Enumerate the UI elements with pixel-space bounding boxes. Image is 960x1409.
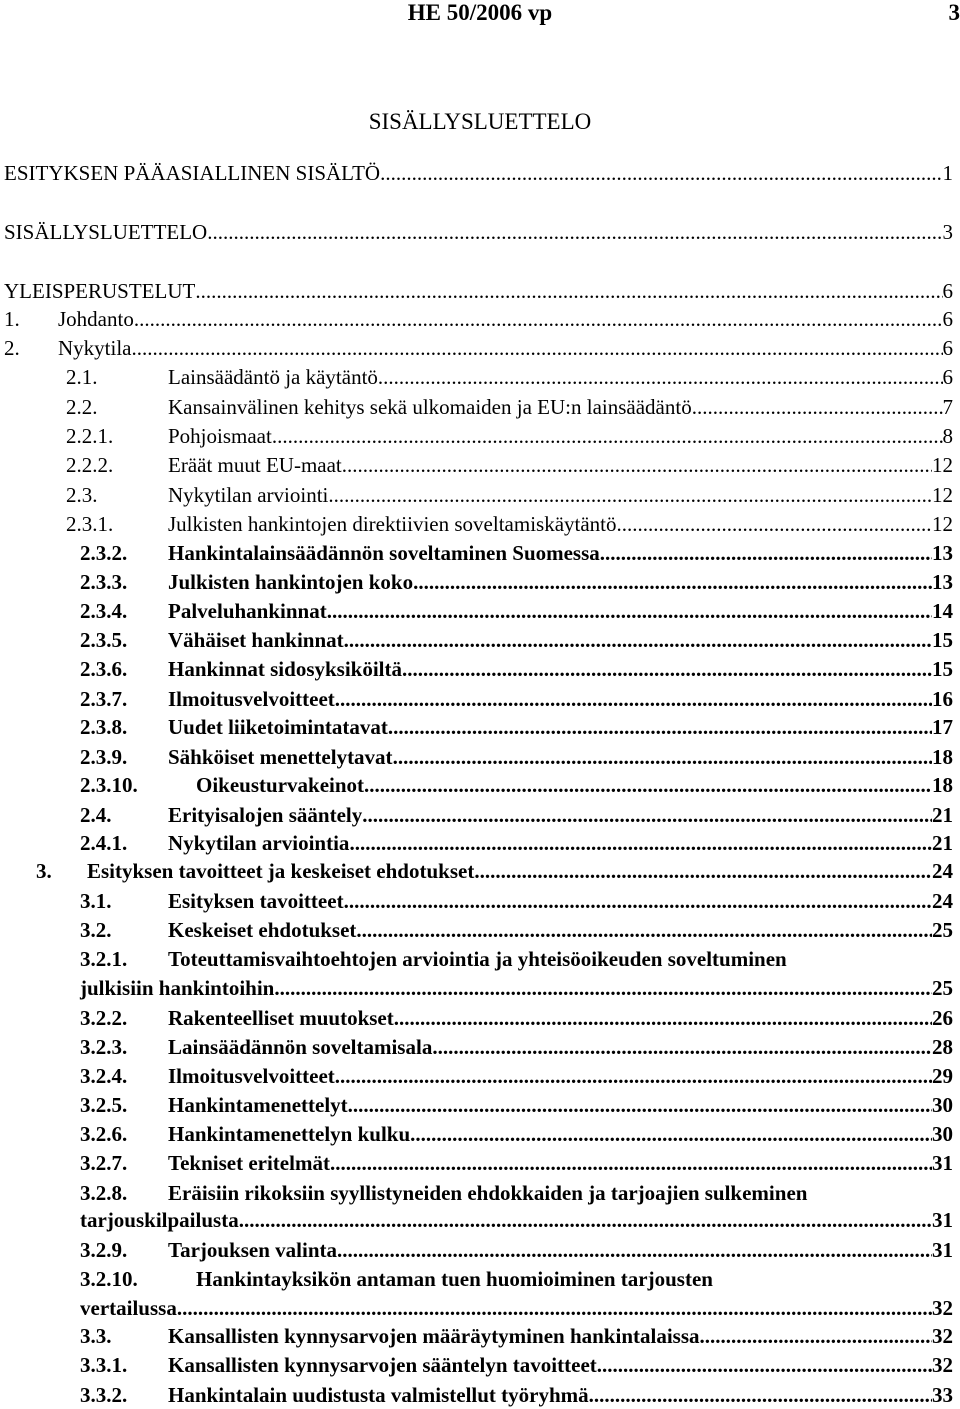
toc-entry-number: 3.2. bbox=[80, 918, 112, 942]
toc-entry-page: 15 bbox=[932, 657, 953, 681]
toc-entry-page: 1 bbox=[942, 161, 953, 185]
toc-entry-label: SISÄLLYSLUETTELO bbox=[4, 220, 208, 244]
dot-leader bbox=[330, 1150, 932, 1176]
toc-entry-page: 14 bbox=[932, 599, 953, 623]
toc-entry bbox=[4, 219, 953, 245]
toc-entry-number: 2.3.6. bbox=[80, 657, 128, 681]
toc-entry-page: 12 bbox=[932, 453, 953, 477]
toc-entry-number: 3.2.10. bbox=[80, 1267, 138, 1291]
toc-entry-label: Ilmoitusvelvoitteet bbox=[168, 1064, 335, 1088]
toc-entry-label: Julkisten hankintojen koko bbox=[168, 570, 414, 594]
dot-leader bbox=[597, 1352, 932, 1378]
toc-entry-number: 3.3.2. bbox=[80, 1383, 128, 1407]
toc-entry-number: 2.3.4. bbox=[80, 599, 128, 623]
dot-leader bbox=[410, 1121, 932, 1147]
toc-entry bbox=[80, 1034, 953, 1060]
toc-entry-number: 3.2.1. bbox=[80, 947, 128, 971]
dot-leader bbox=[474, 858, 932, 884]
toc-entry-number: 2.4. bbox=[80, 803, 112, 827]
toc-entry-page: 30 bbox=[932, 1122, 953, 1146]
toc-entry-number: 3.2.9. bbox=[80, 1238, 128, 1262]
toc-entry-page: 6 bbox=[942, 307, 953, 331]
toc-entry-label: Kansallisten kynnysarvojen sääntelyn tavoitteet bbox=[168, 1353, 597, 1377]
toc-entry bbox=[80, 1063, 953, 1089]
dot-leader bbox=[380, 160, 942, 186]
toc-entry bbox=[80, 627, 953, 653]
toc-entry-label: Hankintalainsäädännön soveltaminen Suomessa bbox=[168, 541, 600, 565]
toc-entry-page: 18 bbox=[932, 773, 953, 797]
toc-entry-label: Eräisiin rikoksiin syyllistyneiden ehdokkaiden ja tarjoajien sulkeminen bbox=[168, 1181, 808, 1205]
toc-entry-continuation bbox=[80, 975, 953, 1001]
toc-entry bbox=[4, 278, 953, 304]
toc-entry-number: 2.2.1. bbox=[66, 424, 114, 448]
dot-leader bbox=[132, 335, 943, 361]
toc-entry-page: 24 bbox=[932, 859, 953, 883]
toc-entry-label: Sähköiset menettelytavat bbox=[168, 745, 393, 769]
dot-leader bbox=[589, 1382, 932, 1408]
toc-entry-label: Lainsäädännön soveltamisala bbox=[168, 1035, 433, 1059]
toc-entry-number: 2.2.2. bbox=[66, 453, 114, 477]
toc-entry-number: 1. bbox=[4, 307, 20, 331]
toc-entry bbox=[66, 394, 953, 420]
toc-entry-label: Pohjoismaat bbox=[168, 424, 272, 448]
toc-entry-number: 3.3.1. bbox=[80, 1353, 128, 1377]
toc-entry-number: 2.3.1. bbox=[66, 512, 114, 536]
dot-leader bbox=[344, 888, 932, 914]
dot-leader bbox=[432, 1034, 932, 1060]
toc-entry-page: 30 bbox=[932, 1093, 953, 1117]
toc-entry-page: 17 bbox=[932, 715, 953, 739]
toc-entry-number: 2.3.5. bbox=[80, 628, 128, 652]
toc-entry-label: Hankinnat sidosyksiköiltä bbox=[168, 657, 403, 681]
dot-leader bbox=[692, 394, 943, 420]
dot-leader bbox=[413, 569, 932, 595]
toc-entry-page: 12 bbox=[932, 512, 953, 536]
toc-entry-label: YLEISPERUSTELUT bbox=[4, 279, 196, 303]
toc-entry bbox=[66, 364, 953, 390]
toc-entry-number: 3.2.4. bbox=[80, 1064, 128, 1088]
toc-entry-label: Hankintalain uudistusta valmistellut työryhmä bbox=[168, 1383, 589, 1407]
toc-entry-label: Erityisalojen sääntely bbox=[168, 803, 363, 827]
toc-entry-number: 3. bbox=[36, 859, 52, 883]
toc-entry-label: Uudet liiketoimintatavat bbox=[168, 715, 388, 739]
toc-entry-label: Toteuttamisvaihtoehtojen arviointia ja yhteisöoikeuden soveltuminen bbox=[168, 947, 787, 971]
toc-entry bbox=[80, 772, 953, 798]
toc-entry-page: 29 bbox=[932, 1064, 953, 1088]
dot-leader bbox=[342, 452, 932, 478]
toc-entry bbox=[80, 744, 953, 770]
dot-leader bbox=[344, 627, 932, 653]
toc-entry-number: 2.2. bbox=[66, 395, 98, 419]
toc-entry-continuation bbox=[80, 1295, 953, 1321]
toc-entry-label: Esityksen tavoitteet bbox=[168, 889, 344, 913]
toc-entry bbox=[80, 1382, 953, 1408]
dot-leader bbox=[335, 686, 932, 712]
toc-entry-page: 26 bbox=[932, 1006, 953, 1030]
toc-entry-label: Rakenteelliset muutokset bbox=[168, 1006, 394, 1030]
toc-entry-number: 2.4.1. bbox=[80, 831, 128, 855]
toc-entry bbox=[66, 423, 953, 449]
dot-leader bbox=[388, 714, 932, 740]
document-title: SISÄLLYSLUETTELO bbox=[368, 109, 592, 134]
toc-entry-page: 7 bbox=[942, 395, 953, 419]
toc-entry-page: 6 bbox=[942, 365, 953, 389]
dot-leader bbox=[600, 540, 932, 566]
dot-leader bbox=[195, 278, 942, 304]
toc-entry-number: 3.2.3. bbox=[80, 1035, 128, 1059]
toc-entry-number: 2.3.3. bbox=[80, 570, 128, 594]
toc-entry-label: Nykytilan arviointia bbox=[168, 831, 350, 855]
toc-entry-page: 3 bbox=[942, 220, 953, 244]
toc-entry bbox=[80, 686, 953, 712]
dot-leader bbox=[239, 1207, 932, 1233]
toc-entry bbox=[80, 569, 953, 595]
toc-entry-number: 2.3.10. bbox=[80, 773, 138, 797]
toc-entry bbox=[66, 452, 953, 478]
toc-entry bbox=[80, 540, 953, 566]
toc-entry-label: Nykytila bbox=[58, 336, 132, 360]
toc-entry-page: 16 bbox=[932, 687, 953, 711]
toc-entry-label: Keskeiset ehdotukset bbox=[168, 918, 357, 942]
toc-entry-page: 18 bbox=[932, 745, 953, 769]
toc-entry-label: Ilmoitusvelvoitteet bbox=[168, 687, 335, 711]
toc-entry-label: Eräät muut EU-maat bbox=[168, 453, 342, 477]
toc-entry-label: Johdanto bbox=[58, 307, 134, 331]
toc-entry-number: 3.2.7. bbox=[80, 1151, 128, 1175]
toc-entry bbox=[80, 1237, 953, 1263]
toc-entry-page: 31 bbox=[932, 1151, 953, 1175]
toc-entry bbox=[80, 802, 953, 828]
toc-entry-number: 2.3.7. bbox=[80, 687, 128, 711]
toc-entry-number: 3.2.6. bbox=[80, 1122, 128, 1146]
toc-entry bbox=[80, 1150, 953, 1176]
toc-entry-number: 2.3.2. bbox=[80, 541, 128, 565]
toc-entry-number: 3.2.5. bbox=[80, 1093, 128, 1117]
toc-entry-page: 31 bbox=[932, 1208, 953, 1232]
toc-entry-label: ESITYKSEN PÄÄASIALLINEN SISÄLTÖ bbox=[4, 161, 381, 185]
toc-entry bbox=[80, 656, 953, 682]
toc-entry-label: Hankintamenettelyn kulku bbox=[168, 1122, 411, 1146]
toc-entry-page: 13 bbox=[932, 541, 953, 565]
dot-leader bbox=[337, 1237, 932, 1263]
toc-entry-label-continuation: julkisiin hankintoihin bbox=[80, 976, 275, 1000]
dot-leader bbox=[327, 598, 932, 624]
toc-entry-page: 25 bbox=[932, 918, 953, 942]
toc-entry bbox=[4, 335, 953, 361]
dot-leader bbox=[378, 364, 943, 390]
toc-entry bbox=[80, 917, 953, 943]
toc-entry-number: 2. bbox=[4, 336, 20, 360]
toc-entry-page: 31 bbox=[932, 1238, 953, 1262]
toc-entry bbox=[36, 858, 953, 884]
dot-leader bbox=[272, 423, 943, 449]
toc-entry bbox=[80, 1121, 953, 1147]
toc-entry-page: 21 bbox=[932, 831, 953, 855]
toc-entry-number: 3.2.8. bbox=[80, 1181, 128, 1205]
toc-entry-label: Lainsäädäntö ja käytäntö bbox=[168, 365, 378, 389]
toc-entry bbox=[80, 714, 953, 740]
toc-entry-label: Hankintayksikön antaman tuen huomioiminen tarjousten bbox=[196, 1267, 713, 1291]
toc-entry bbox=[80, 1352, 953, 1378]
dot-leader bbox=[348, 1092, 932, 1118]
toc-entry bbox=[80, 946, 787, 972]
toc-entry-number: 2.3. bbox=[66, 483, 98, 507]
toc-entry-label: Oikeusturvakeinot bbox=[196, 773, 365, 797]
toc-entry-label-continuation: tarjouskilpailusta bbox=[80, 1208, 239, 1232]
dot-leader bbox=[328, 482, 932, 508]
toc-entry-page: 32 bbox=[932, 1324, 953, 1348]
dot-leader bbox=[700, 1323, 932, 1349]
toc-entry-page: 8 bbox=[942, 424, 953, 448]
toc-entry bbox=[66, 482, 953, 508]
dot-leader bbox=[177, 1295, 932, 1321]
dot-leader bbox=[335, 1063, 932, 1089]
toc-entry-label: Kansallisten kynnysarvojen määräytyminen hankintalaissa bbox=[168, 1324, 700, 1348]
toc-entry-page: 21 bbox=[932, 803, 953, 827]
toc-entry bbox=[80, 888, 953, 914]
toc-entry-label: Vähäiset hankinnat bbox=[168, 628, 344, 652]
toc-entry bbox=[80, 1266, 713, 1292]
toc-entry-continuation bbox=[80, 1207, 953, 1233]
toc-entry-page: 15 bbox=[932, 628, 953, 652]
toc-entry-page: 25 bbox=[932, 976, 953, 1000]
toc-entry bbox=[80, 1323, 953, 1349]
toc-entry bbox=[80, 1180, 807, 1206]
toc-entry-page: 33 bbox=[932, 1383, 953, 1407]
dot-leader bbox=[356, 917, 932, 943]
toc-entry-page: 12 bbox=[932, 483, 953, 507]
toc-entry-page: 24 bbox=[932, 889, 953, 913]
dot-leader bbox=[394, 1005, 932, 1031]
dot-leader bbox=[402, 656, 932, 682]
toc-entry bbox=[80, 830, 953, 856]
toc-entry-label: Palveluhankinnat bbox=[168, 599, 327, 623]
toc-entry-label: Tarjouksen valinta bbox=[168, 1238, 338, 1262]
dot-leader bbox=[393, 744, 932, 770]
dot-leader bbox=[349, 830, 932, 856]
toc-entry-label: Nykytilan arviointi bbox=[168, 483, 329, 507]
page-header-title: HE 50/2006 vp bbox=[407, 0, 553, 25]
toc-entry-page: 32 bbox=[932, 1296, 953, 1320]
toc-entry-number: 2.3.8. bbox=[80, 715, 128, 739]
toc-entry bbox=[4, 306, 953, 332]
toc-entry-label: Esityksen tavoitteet ja keskeiset ehdotukset bbox=[87, 859, 475, 883]
toc-entry-label-continuation: vertailussa bbox=[80, 1296, 177, 1320]
toc-entry bbox=[4, 160, 953, 186]
toc-entry-page: 13 bbox=[932, 570, 953, 594]
page-number: 3 bbox=[948, 0, 960, 25]
toc-entry-label: Tekniset eritelmät bbox=[168, 1151, 330, 1175]
dot-leader bbox=[274, 975, 932, 1001]
toc-entry-page: 6 bbox=[942, 279, 953, 303]
toc-entry-number: 3.2.2. bbox=[80, 1006, 128, 1030]
dot-leader bbox=[617, 511, 932, 537]
toc-entry-page: 6 bbox=[942, 336, 953, 360]
toc-entry bbox=[66, 511, 953, 537]
toc-entry-number: 2.1. bbox=[66, 365, 98, 389]
toc-entry-label: Hankintamenettelyt bbox=[168, 1093, 348, 1117]
toc-entry bbox=[80, 1005, 953, 1031]
dot-leader bbox=[364, 772, 932, 798]
toc-entry-label: Julkisten hankintojen direktiivien soveltamiskäytäntö bbox=[168, 512, 617, 536]
toc-entry-number: 2.3.9. bbox=[80, 745, 128, 769]
toc-entry-number: 3.3. bbox=[80, 1324, 112, 1348]
dot-leader bbox=[207, 219, 942, 245]
toc-entry-number: 3.1. bbox=[80, 889, 112, 913]
toc-entry bbox=[80, 598, 953, 624]
toc-entry-page: 28 bbox=[932, 1035, 953, 1059]
toc-entry-page: 32 bbox=[932, 1353, 953, 1377]
dot-leader bbox=[134, 306, 943, 332]
toc-entry-label: Kansainvälinen kehitys sekä ulkomaiden ja EU:n lainsäädäntö bbox=[168, 395, 692, 419]
dot-leader bbox=[362, 802, 932, 828]
toc-entry bbox=[80, 1092, 953, 1118]
